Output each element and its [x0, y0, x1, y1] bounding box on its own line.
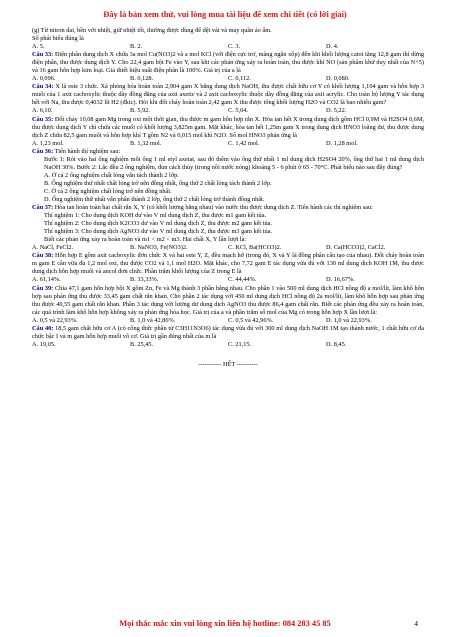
- q40-options: [32, 341, 424, 349]
- question-label: Câu 35:: [32, 115, 54, 123]
- question-label: Câu 34:: [32, 83, 54, 91]
- option: C. 0,112.: [228, 75, 251, 83]
- question-text: Điện phân dung dịch X chứa 3a mol Cu(NO3)2 và a mol KCl (với điện cực trơ, màng ngăn xốp) đến khi khối lượng catot tăng 12,8 gam thì dừng điện phân, thu được dung dịch Y. Cho 22,4 gam bột Fe vào Y, sau khi các phản ứng xảy ra hoàn toàn, thu được khí NO (sản phẩm khử duy nhất của N+5) và 16 gam hỗn hợp kim loại. Giả thiết hiệu suất điện phân là 100%. Giá trị của a là: [32, 51, 424, 75]
- question-39: [32, 285, 424, 317]
- q32-statement-g: (g) Từ nitron dai, bền với nhiệt, giữ nhiệt tốt, thường được dùng để dệt vải và may quần áo ấm.: [32, 27, 272, 34]
- question-33: [32, 51, 424, 75]
- question-text: Tiến hành thí nghiệm sau:: [54, 147, 121, 155]
- question-label: Câu 38:: [32, 252, 54, 260]
- q34-options: [32, 107, 424, 115]
- option: B. 1,32 mol.: [130, 139, 162, 147]
- option: C. Ở cả 2 ống nghiệm chất lỏng trở nên đồng nhất.: [44, 187, 172, 195]
- option: D. 5,22.: [326, 107, 347, 115]
- option: A. Ở cả 2 ống nghiệm chất lỏng vẫn tách thành 2 lớp.: [44, 171, 179, 179]
- question-34: [32, 83, 424, 107]
- question-text: X là este 3 chức. Xà phòng hóa hoàn toàn 2,904 gam X bằng dung dịch NaOH, thu được chất hữu cơ Y có khối lượng 1,104 gam và hỗn hợp 3 muối của 1 axit cacboxylic thuộc dãy đồng đẳng của axit axetic và 2 axit cacboxylic thuộc dãy đồng đẳng của axit acrylic. Cho toàn bộ lượng Y tác dụng hết với Na, thu được 0,4032 lít H2 (đktc). Hỏi khi đốt cháy hoàn toàn 2,42 gam X thu được tổng khối lượng H2O và CO2 là bao nhiêu gam?: [32, 83, 425, 107]
- option: D. 16,67%.: [326, 276, 355, 284]
- option: B. Ống nghiệm thứ nhất chất lỏng trở nên đồng nhất, ống thứ 2 chất lỏng tách thành 2 lớp.: [44, 179, 272, 187]
- option: D. 1,28 mol.: [326, 139, 358, 147]
- option: B. 0,128.: [130, 75, 154, 83]
- q33-options: [32, 75, 424, 83]
- question-text: 18,5 gam chất hữu cơ A (có công thức phân tử C3H11N3O6) tác dụng vừa đủ với 300 ml dung dịch NaOH 1M tạo thành nước, 1 chất hữu cơ đa chức bậc I và m gam hỗn hợp muối vô cơ. Giá trị gần đúng nhất của m là: [32, 324, 424, 340]
- experiment-1: Thí nghiệm 1: Cho dung dịch KOH dư vào V ml dung dịch Z, thu được m1 gam kết tủa.: [44, 212, 267, 220]
- q37-options: [32, 244, 424, 252]
- q36-steps: Bước 1: Rót vào hai ống nghiệm mỗi ống 1 ml etyl axetat, sau đó thêm vào ống thứ nhất 1 ml dung dịch H2SO4 20%, ống thứ hai 1 ml dung dịch NaOH 30%. Bước 2: Lắc đều 2 ống nghiệm, đun cách thủy (trong nồi nước nóng) khoảng 5 - 6 phút ở 65 - 70°C. Phát biểu nào sau đây đúng?: [44, 155, 424, 171]
- question-37: [32, 204, 424, 212]
- option: D. Ca(HCO3)2, CaCl2.: [326, 244, 386, 252]
- option: B. 2.: [130, 43, 143, 51]
- q32-options: [32, 43, 424, 51]
- end-marker: ----------- HẾT ----------: [198, 360, 258, 368]
- option: D. 8,45.: [326, 340, 347, 348]
- q37-prompt: Biết các phản ứng xảy ra hoàn toàn và m1 < m2 < m3. Hai chất X, Y lần lượt là:: [44, 236, 247, 244]
- option: B. 33,33%.: [130, 276, 159, 284]
- option: C. 5,04.: [228, 107, 248, 115]
- question-label: Câu 36:: [32, 147, 54, 155]
- option: C. 44,44%.: [228, 276, 257, 284]
- option: A. 0,5 và 22,93%.: [32, 316, 78, 324]
- option: D. 1,0 và 22,93%.: [326, 316, 372, 324]
- question-text: Chia 47,1 gam hỗn hợp bột X gồm Zn, Fe và Mg thành 3 phần bằng nhau. Cho phần 1 vào 500 ml dung dịch HCl nồng độ a mol/lít, làm khô hỗn hợp sau phản ứng thu được 33,45 gam chất rắn khan. Cho phần 2 tác dụng với 450 ml dung dịch HCl nồng độ 2a mol/lít, làm khô hỗn hợp sau phản ứng thu được 40,55 gam chất rắn khan. Phần 3 tác dụng với lượng dư dung dịch AgNO3 thu được 86,4 gam chất rắn. Biết các phản ứng đều xảy ra hoàn toàn, các quá trình làm khô hỗn hợp không xảy ra phản ứng hóa học. Giá trị của a và phần trăm số mol của Mg có trong hỗn hợp X lần lượt là:: [32, 284, 424, 316]
- question-text: Đốt cháy 10,08 gam Mg trong oxi một thời gian, thu được m gam hỗn hợp rắn X. Hòa tan hết X trong dung dịch gồm HCl 0,9M và H2SO4 0,6M, thu được dung dịch Y chỉ chứa các muối có khối lượng 3,825m gam. Mặt khác, hòa tan hết 1,25m gam X trong dung dịch HNO3 loãng dư, thu được dung dịch Z chứa 82,5 gam muối và hỗn hợp khí T gồm N2 và 0,015 mol khí N2O. Số mol HNO3 phản ứng là: [32, 115, 424, 139]
- experiment-3: Thí nghiệm 3: Cho dung dịch AgNO3 dư vào V ml dung dịch Z, thu được m3 gam kết tủa.: [44, 228, 273, 236]
- question-text: Hỗn hợp E gồm axit cacboxylic đơn chức X và hai este Y, Z, đều mạch hở (trong đó, X và Y là đồng phân cấu tạo của nhau). Đốt cháy hoàn toàn m gam E cần vừa đủ 1,2 mol oxi, thu được CO2 và 1,1 mol H2O. Mặt khác, cho 7,72 gam E tác dụng vừa đủ với 130 ml dung dịch KOH 1M, thu được dung dịch hỗn hợp muối và ancol đơn chức. Phần trăm khối lượng của Z trong E là: [32, 252, 425, 276]
- question-label: Câu 40:: [32, 324, 54, 332]
- option: B. 25,45.: [130, 340, 154, 348]
- q32-prompt: Số phát biểu đúng là: [32, 35, 84, 43]
- q39-options: [32, 317, 424, 325]
- question-label: Câu 37:: [32, 204, 54, 212]
- option: A. NaCl, FeCl2.: [32, 244, 74, 252]
- question-38: [32, 252, 424, 276]
- option: B. NaNO3, Fe(NO3)2.: [130, 244, 188, 252]
- option: D. 4.: [326, 43, 339, 51]
- option: C. 0,5 và 42,96%.: [228, 316, 274, 324]
- question-label: Câu 39:: [32, 284, 54, 292]
- option: A. 5.: [32, 43, 45, 51]
- option: D. 0,080.: [326, 75, 350, 83]
- option: C. 3.: [228, 43, 241, 51]
- page-number: 4: [414, 619, 418, 628]
- option: A. 1,23 mol.: [32, 139, 64, 147]
- question-40: [32, 325, 424, 341]
- question-list: [32, 27, 424, 369]
- option: C. 21,15.: [228, 340, 252, 348]
- question-36: [32, 148, 424, 156]
- question-text: Hòa tan hoàn toàn hai chất rắn X, Y (có khối lượng bằng nhau) vào nước thu được dung dịch Z. Tiến hành các thí nghiệm sau:: [54, 204, 373, 212]
- question-label: Câu 33:: [32, 51, 54, 59]
- hotline-footer: Mọi thắc mắc xin vui lòng xin liên hệ hotline: 084 283 45 85: [119, 619, 331, 628]
- option: A. 19,05.: [32, 340, 56, 348]
- preview-banner: Đây là bản xem thử, vui lòng mua tài liệu để xem chi tiết (có lời giải): [103, 10, 347, 19]
- q35-options: [32, 140, 424, 148]
- option: A. 61,14%.: [32, 276, 61, 284]
- option: C. KCl, Ba(HCO3)2.: [228, 244, 282, 252]
- option: A. 0,096.: [32, 75, 56, 83]
- option: A. 6,10.: [32, 107, 53, 115]
- experiment-2: Thí nghiệm 2: Cho dung dịch K2CO3 dư vào V ml dung dịch Z, thu được m2 gam kết tủa.: [44, 220, 273, 228]
- option: D. Ống nghiệm thứ nhất vẫn phân thành 2 lớp, ống thứ 2 chất lỏng trở thành đồng nhất.: [44, 195, 265, 203]
- option: B. 5,92.: [130, 107, 150, 115]
- option: B. 1,0 và 42,86%.: [130, 316, 176, 324]
- question-35: [32, 116, 424, 140]
- option: C. 1,42 mol.: [228, 139, 260, 147]
- q38-options: [32, 276, 424, 284]
